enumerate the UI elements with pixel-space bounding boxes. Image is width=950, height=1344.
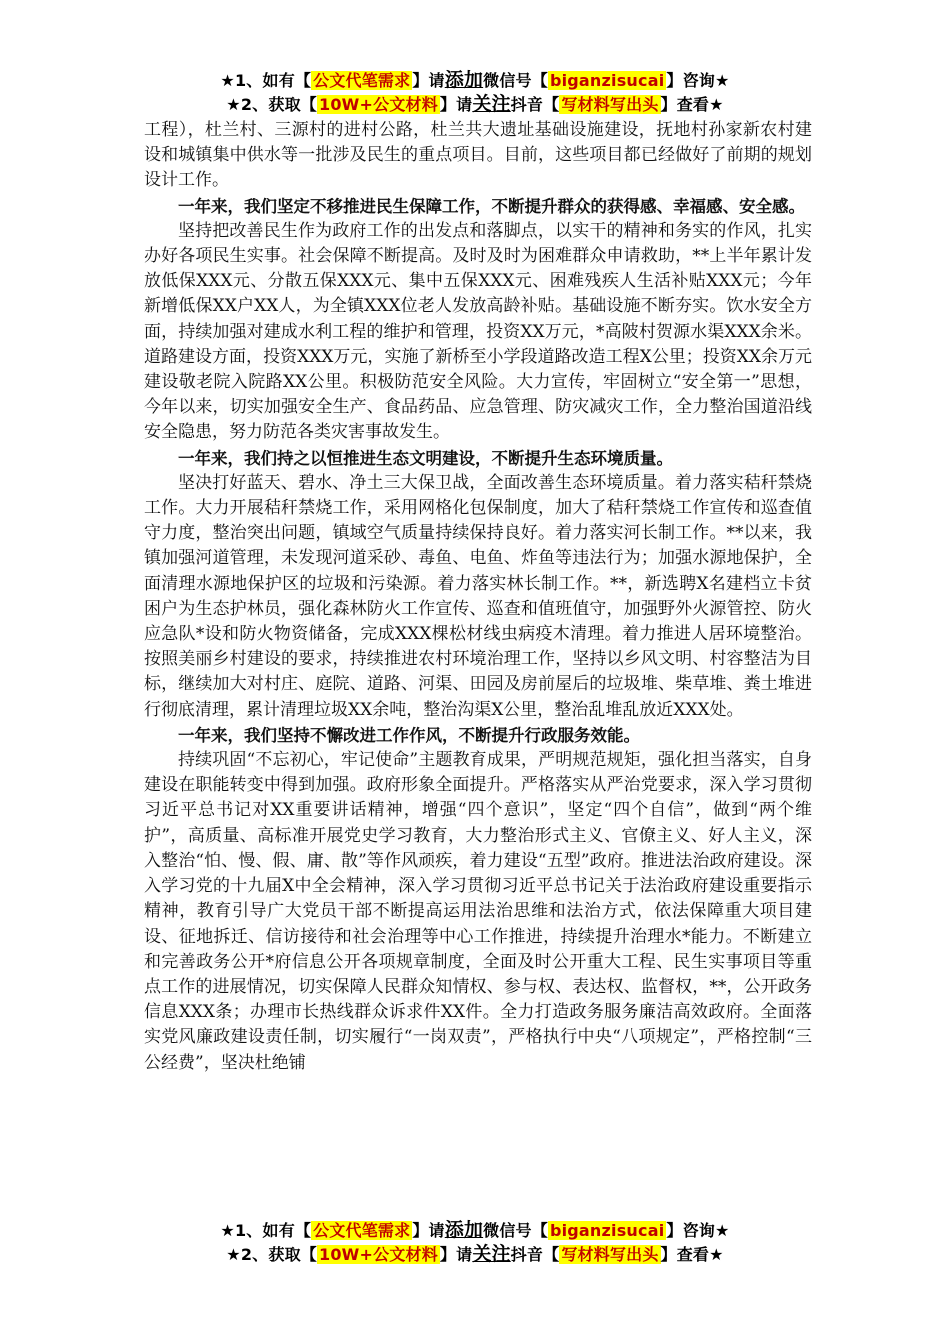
banner-highlight-materials: 10W+公文材料: [318, 1245, 438, 1264]
paragraph-livelihood: 坚持把改善民生作为政府工作的出发点和落脚点，以实干的精神和务实的作风，扎实办好各项民生实事。社会保障不断提高。及时及时为困难群众申请救助，**上半年累计发放低保XXX元、分散五保XXX元、集中五保XXX元、困难残疾人生活补贴XXX元；今年新增低保XX户XX人，为全镇XXX位老人发放高龄补贴。基础设施不断夯实。饮水安全方面，持续加强对建成水利工程的维护和管理，投资XX万元，*高陂村贺源水渠XXX余米。道路建设方面，投资XXX万元，实施了新桥至小学段道路改造工程X公里；投资XX余万元建设敬老院入院路XX公里。积极防范安全风险。大力宣传，牢固树立“安全第一”思想，今年以来，切实加强安全生产、食品药品、应急管理、防灾减灾工作，全力整治国道沿线安全隐患，努力防范各类灾害事故发生。: [144, 220, 812, 443]
top-banner: [0, 68, 950, 116]
banner-highlight-service: 公文代笔需求: [313, 1221, 411, 1240]
section-heading-work-style: 一年来，我们坚持不懈改进工作作风，不断提升行政服务效能。: [178, 725, 640, 745]
banner-line-1-mid1: 】请: [412, 71, 445, 90]
banner-line-1-emphasis: 添加: [444, 1219, 484, 1241]
banner-line-2: [0, 92, 950, 116]
banner-line-1-mid2: 微信号【: [483, 1221, 548, 1240]
paragraph-ecology: 坚决打好蓝天、碧水、净土三大保卫战，全面改善生态环境质量。着力落实秸秆禁烧工作。大力开展秸秆禁烧工作，采用网格化包保制度，加大了秸秆禁烧工作宣传和巡查值守力度，整治突出问题，镇域空气质量持续保持良好。着力落实河长制工作。**以来，我镇加强河道管理，未发现河道采砂、毒鱼、电鱼、炸鱼等违法行为；加强水源地保护，全面清理水源地保护区的垃圾和污染源。着力落实林长制工作。**，新选聘X名建档立卡贫困户为生态护林员，强化森林防火工作宣传、巡查和值班值守，加强野外火源管控、防火应急队*设和防火物资储备，完成XXX棵松材线虫病疫木清理。着力推进人居环境整治。按照美丽乡村建设的要求，持续推进农村环境治理工作，坚持以乡风文明、村容整洁为目标，继续加大对村庄、庭院、道路、河渠、田园及房前屋后的垃圾堆、柴草堆、粪土堆进行彻底清理，累计清理垃圾XX余吨，整治沟渠X公里，整治乱堆乱放近XXX处。: [144, 472, 812, 720]
banner-line-2-suffix: 】查看★: [660, 95, 724, 114]
banner-highlight-douyin: 写材料写出头: [561, 1245, 659, 1264]
bottom-banner: [0, 1218, 950, 1266]
banner-highlight-service: 公文代笔需求: [313, 71, 411, 90]
banner-line-2-suffix: 】查看★: [660, 1245, 724, 1264]
paragraph-continuation: 工程），杜兰村、三源村的进村公路，杜兰共大遗址基础设施建设，抚地村孙家新农村建设和城镇集中供水等一批涉及民生的重点项目。目前，这些项目都已经做好了前期的规划设计工作。: [144, 120, 812, 191]
banner-line-2-mid1: 】请: [439, 95, 473, 114]
banner-line-2-mid1: 】请: [439, 1245, 473, 1264]
banner-line-1: [0, 1218, 950, 1242]
banner-highlight-wechat-id: biganzisucai: [549, 71, 665, 90]
banner-line-1-suffix: 】咨询★: [666, 1221, 730, 1240]
banner-line-1-prefix: ★1、如有【: [220, 1221, 312, 1240]
banner-line-1-mid2: 微信号【: [483, 71, 548, 90]
banner-line-1-prefix: ★1、如有【: [220, 71, 312, 90]
banner-highlight-materials: 10W+公文材料: [318, 95, 438, 114]
banner-line-2-mid2: 抖音【: [510, 95, 560, 114]
banner-highlight-douyin: 写材料写出头: [561, 95, 659, 114]
banner-highlight-wechat-id: biganzisucai: [549, 1221, 665, 1240]
banner-line-1-emphasis: 添加: [444, 69, 484, 91]
document-body: [144, 118, 812, 1076]
banner-line-1: [0, 68, 950, 92]
banner-line-2-prefix: ★2、获取【: [226, 95, 317, 114]
banner-line-1-suffix: 】咨询★: [666, 71, 730, 90]
banner-line-2-prefix: ★2、获取【: [226, 1245, 317, 1264]
banner-line-1-mid1: 】请: [412, 1221, 445, 1240]
banner-line-2-emphasis: 关注: [472, 1243, 511, 1265]
paragraph-work-style: 持续巩固“不忘初心，牢记使命”主题教育成果，严明规范规矩，强化担当落实，自身建设在职能转变中得到加强。政府形象全面提升。严格落实从严治党要求，深入学习贯彻习近平总书记对XX重要讲话精神，增强“四个意识”，坚定“四个自信”，做到“两个维护”，高质量、高标准开展党史学习教育，大力整治形式主义、官僚主义、好人主义，深入整治“怕、慢、假、庸、散”等作风顽疾，着力建设“五型”政府。推进法治政府建设。深入学习党的十九届X中全会精神，深入学习贯彻习近平总书记关于法治政府建设重要指示精神，教育引导广大党员干部不断提高运用法治思维和法治方式，依法保障重大项目建设、征地拆迁、信访接待和社会治理等中心工作推进，持续提升治理水*能力。不断建立和完善政务公开*府信息公开各项规章制度，全面及时公开重大工程、民生实事项目等重点工作的进展情况，切实保障人民群众知情权、参与权、表达权、监督权，**，公开政务信息XXX条；办理市长热线群众诉求件XX件。全力打造政务服务廉洁高效政府。全面落实党风廉政建设责任制，切实履行“一岗双责”，严格执行中央“八项规定”，严格控制“三公经费”，坚决杜绝铺: [144, 750, 812, 1073]
banner-line-2: [0, 1242, 950, 1266]
section-heading-livelihood: 一年来，我们坚定不移推进民生保障工作，不断提升群众的获得感、幸福感、安全感。: [178, 196, 805, 216]
banner-line-2-emphasis: 关注: [472, 93, 511, 115]
banner-line-2-mid2: 抖音【: [510, 1245, 560, 1264]
section-heading-ecology: 一年来，我们持之以恒推进生态文明建设，不断提升生态环境质量。: [178, 448, 673, 468]
